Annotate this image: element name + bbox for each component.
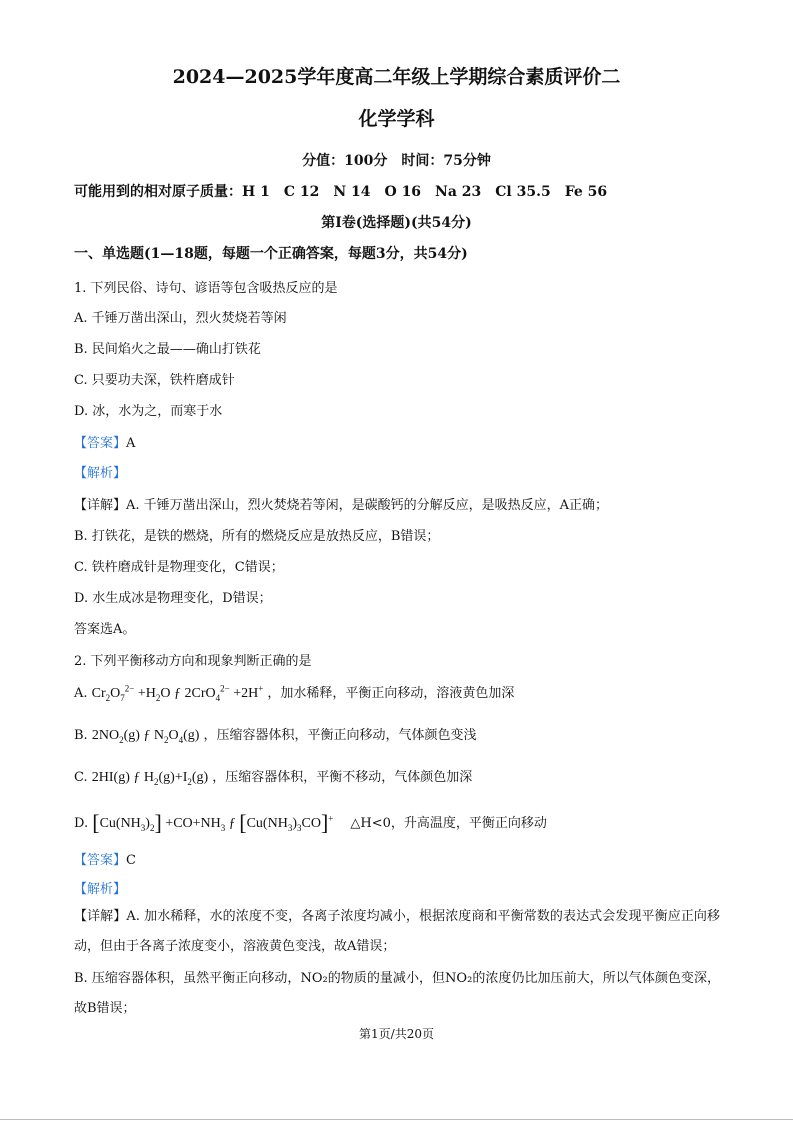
- q1-answer: [74, 432, 135, 451]
- detail-tag: 【详解】: [74, 909, 127, 924]
- q1-detail-b: B. 打铁花，是铁的燃烧，所有的燃烧反应是放热反应，B错误；: [74, 529, 440, 544]
- q2-option-d-equation: $[Cu(NH_3)_2] +CO+NH_3$ ƒ $[Cu(NH_3)_3CO]^+$: [92, 810, 334, 835]
- q2-answer-value: C: [126, 853, 136, 868]
- q2-option-a-text: ，加水稀释，平衡正向移动，溶液黄色加深: [267, 686, 515, 701]
- q2-detail-b: B. 压缩容器体积，虽然平衡正向移动，NO₂的物质的量减小，但NO₂的浓度仍比加压前大，所以气体颜色变深，故B错误；: [74, 971, 720, 1016]
- q2-detail-a-text: A. 加水稀释，水的浓度不变，各离子浓度均减小，根据浓度商和平衡常数的表达式会发现平衡应正向移动，但由于各离子浓度变小，溶液黄色变浅，故A错误；: [74, 909, 720, 954]
- q1-option-a: A. 千锤万凿出深山，烈火焚烧若等闲: [74, 311, 287, 326]
- q1-detail-a: [74, 494, 608, 513]
- q2-option-a-label: A.: [74, 686, 88, 701]
- q2-option-a: [74, 682, 514, 703]
- answer-tag: 【答案】: [74, 436, 127, 451]
- q1-conclusion: 答案选A。: [74, 622, 136, 637]
- q1-option-b: B. 民间焰火之最——确山打铁花: [74, 342, 261, 357]
- q1-stem: 1. 下列民俗、诗句、谚语等包含吸热反应的是: [74, 281, 338, 296]
- q1-detail-c: C. 铁杵磨成针是物理变化，C错误；: [74, 560, 284, 575]
- q2-option-d-label: D.: [74, 816, 89, 831]
- q2-option-d-text: △H<0，升高温度，平衡正向移动: [337, 816, 547, 831]
- q2-option-b-equation: $2NO_2(g)$ ƒ $N_2O_4(g)$: [91, 728, 200, 745]
- q2-option-b-text: ，压缩容器体积，平衡正向移动，气体颜色变浅: [203, 728, 477, 743]
- q2-option-c-label: C.: [74, 770, 88, 785]
- answer-tag: 【答案】: [74, 853, 127, 868]
- q2-option-c-text: ，压缩容器体积，平衡不移动，气体颜色加深: [212, 770, 473, 785]
- detail-tag: 【详解】: [74, 498, 127, 513]
- q2-option-c-equation: 2HI(g) ƒ $H_2(g)+I_2(g)$: [91, 770, 209, 787]
- q1-detail-d: D. 水生成冰是物理变化，D错误；: [74, 591, 272, 606]
- q1-answer-value: A: [126, 436, 136, 451]
- q2-answer: [74, 849, 136, 868]
- q2-option-c: [74, 766, 472, 787]
- q2-analysis-tag: 【解析】: [74, 882, 127, 897]
- q2-option-a-equation: $Cr_2O_7^{2-} +H_2O$ ƒ 2CrO$_4^{2-}$ +2H+: [91, 683, 264, 703]
- q2-option-b: [74, 724, 476, 745]
- volume-heading: 第Ⅰ卷(选择题)(共54分): [321, 215, 472, 231]
- q2-option-b-label: B.: [74, 728, 88, 743]
- q2-option-d: [74, 810, 547, 836]
- page-number: 第1页/共20页: [359, 1027, 434, 1041]
- score-time-info: 分值：100分 时间：75分钟: [302, 153, 491, 169]
- q2-detail-a: [74, 902, 720, 962]
- q1-option-c: C. 只要功夫深，铁杵磨成针: [74, 373, 235, 388]
- exam-title: 2024—2025学年度高二年级上学期综合素质评价二: [172, 66, 621, 88]
- q1-analysis-tag: 【解析】: [74, 466, 127, 481]
- q1-option-d: D. 冰，水为之，而寒于水: [74, 404, 223, 419]
- q1-detail-a-text: A. 千锤万凿出深山，烈火焚烧若等闲，是碳酸钙的分解反应，是吸热反应，A正确；: [126, 498, 609, 513]
- q2-stem: 2. 下列平衡移动方向和现象判断正确的是: [74, 654, 312, 669]
- subject-title: 化学学科: [358, 108, 435, 130]
- atomic-masses: 可能用到的相对原子质量：H 1 C 12 N 14 O 16 Na 23 Cl 35.5 Fe 56: [74, 184, 608, 200]
- section-heading: 一、单选题(1—18题，每题一个正确答案，每题3分，共54分): [74, 246, 468, 262]
- bottom-divider: [0, 1119, 793, 1120]
